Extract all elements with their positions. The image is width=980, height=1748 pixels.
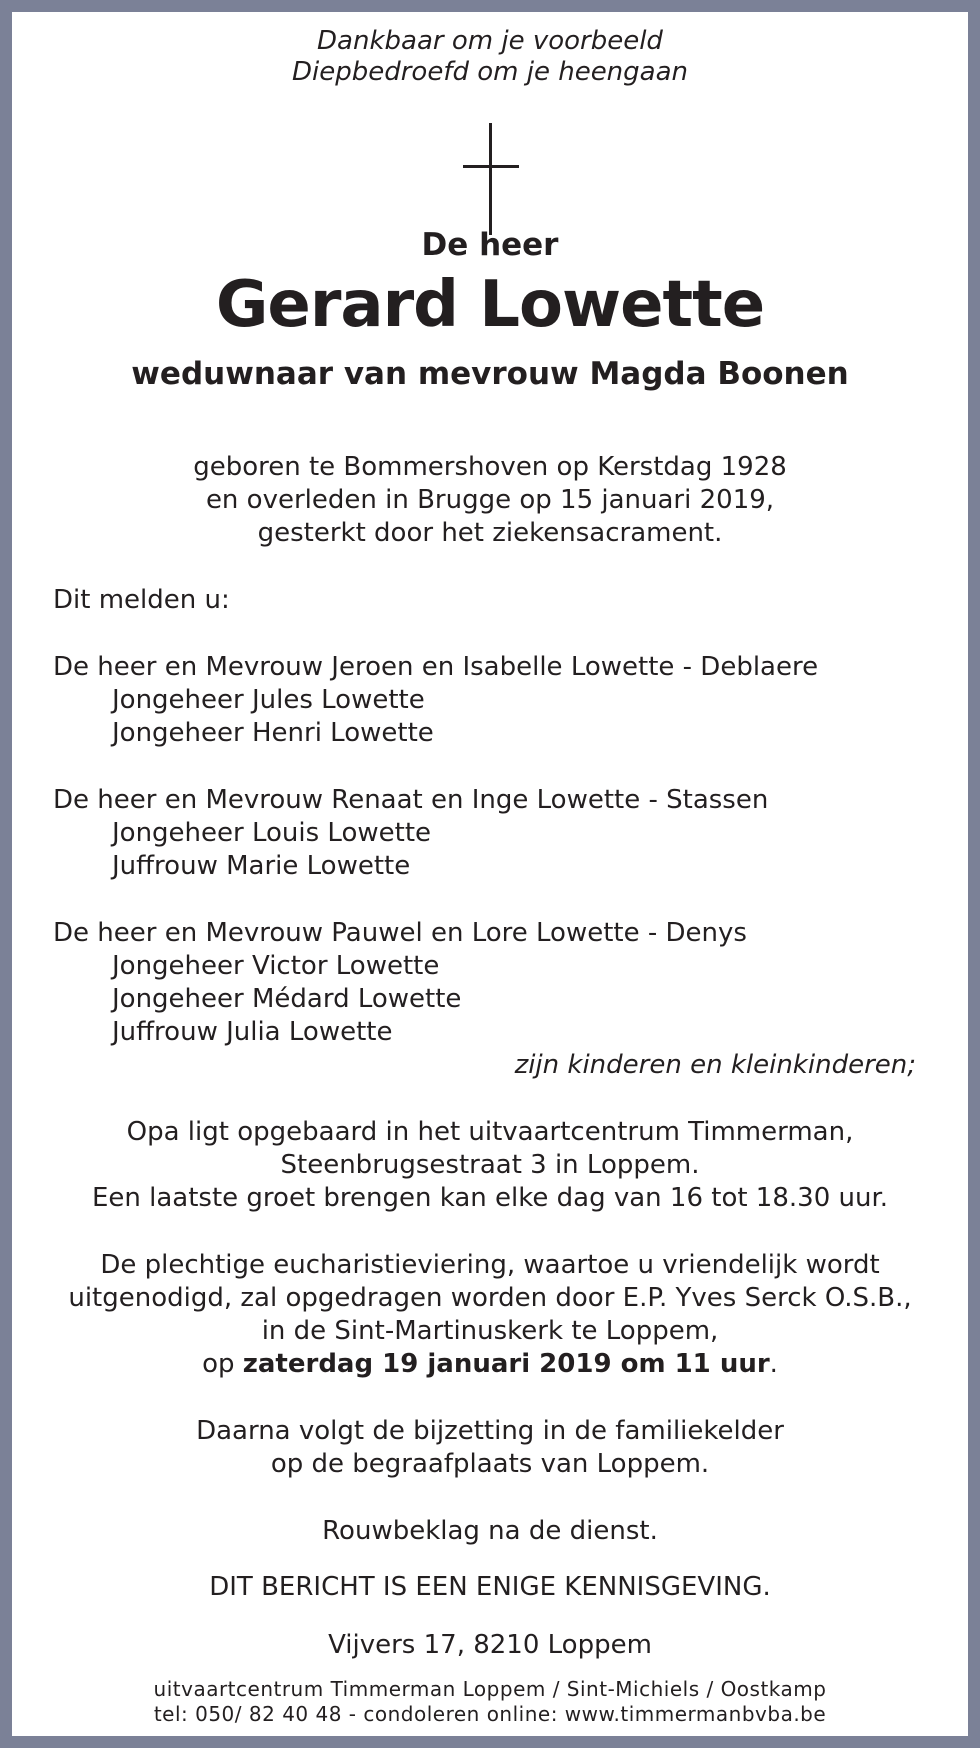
deceased-name: Gerard Lowette	[215, 268, 765, 342]
motto-line-2: Diepbedroefd om je heengaan	[291, 57, 689, 87]
viewing-line-2: Steenbrugsestraat 3 in Loppem.	[280, 1150, 700, 1180]
viewing-line-3: Een laatste groet brengen kan elke dag van 16 tot 18.30 uur.	[91, 1183, 889, 1213]
condolence-line: Rouwbeklag na de dienst.	[322, 1516, 658, 1546]
deceased-title: De heer	[421, 227, 559, 263]
family-child: Juffrouw Julia Lowette	[112, 1017, 393, 1047]
family-parents: De heer en Mevrouw Jeroen en Isabelle Lowette - Deblaere	[53, 652, 819, 682]
service-date-suffix: .	[769, 1349, 778, 1379]
announcement-intro: Dit melden u:	[53, 585, 230, 615]
service-line-3: in de Sint-Martinuskerk te Loppem,	[261, 1316, 719, 1346]
spouse-line: weduwnaar van mevrouw Magda Boonen	[131, 356, 849, 392]
service-date: zaterdag 19 januari 2019 om 11 uur	[242, 1349, 770, 1379]
footer-line-2: tel: 050/ 82 40 48 - condoleren online: www.timmermanbvba.be	[153, 1702, 827, 1726]
death-notice-card	[12, 12, 968, 1736]
footer-line-1: uitvaartcentrum Timmerman Loppem / Sint-Michiels / Oostkamp	[153, 1677, 827, 1701]
service-date-line	[12, 1348, 968, 1381]
birth-line: geboren te Bommershoven op Kerstdag 1928	[193, 452, 787, 482]
family-child: Jongeheer Jules Lowette	[112, 685, 425, 715]
burial-line-1: Daarna volgt de bijzetting in de familiekelder	[196, 1416, 784, 1446]
family-child: Jongeheer Louis Lowette	[112, 818, 432, 848]
family-parents: De heer en Mevrouw Renaat en Inge Lowette - Stassen	[53, 785, 769, 815]
motto-line-1: Dankbaar om je voorbeeld	[317, 26, 663, 56]
sacrament-line: gesterkt door het ziekensacrament.	[257, 518, 723, 548]
cross-icon	[463, 123, 519, 235]
address-line: Vijvers 17, 8210 Loppem	[328, 1630, 652, 1660]
service-line-1: De plechtige eucharistieviering, waartoe u vriendelijk wordt	[100, 1250, 880, 1280]
relation-note: zijn kinderen en kleinkinderen;	[514, 1050, 916, 1080]
viewing-line-1: Opa ligt opgebaard in het uitvaartcentrum Timmerman,	[126, 1117, 854, 1147]
service-date-prefix: op	[202, 1349, 243, 1379]
family-child: Juffrouw Marie Lowette	[112, 851, 411, 881]
family-child: Jongeheer Henri Lowette	[112, 718, 434, 748]
burial-line-2: op de begraafplaats van Loppem.	[270, 1449, 710, 1479]
family-parents: De heer en Mevrouw Pauwel en Lore Lowette - Denys	[53, 918, 747, 948]
family-child: Jongeheer Médard Lowette	[112, 984, 462, 1014]
service-line-2: uitgenodigd, zal opgedragen worden door E.P. Yves Serck O.S.B.,	[68, 1283, 912, 1313]
death-line: en overleden in Brugge op 15 januari 2019,	[205, 485, 775, 515]
family-child: Jongeheer Victor Lowette	[112, 951, 440, 981]
notice-line: DIT BERICHT IS EEN ENIGE KENNISGEVING.	[209, 1572, 771, 1602]
